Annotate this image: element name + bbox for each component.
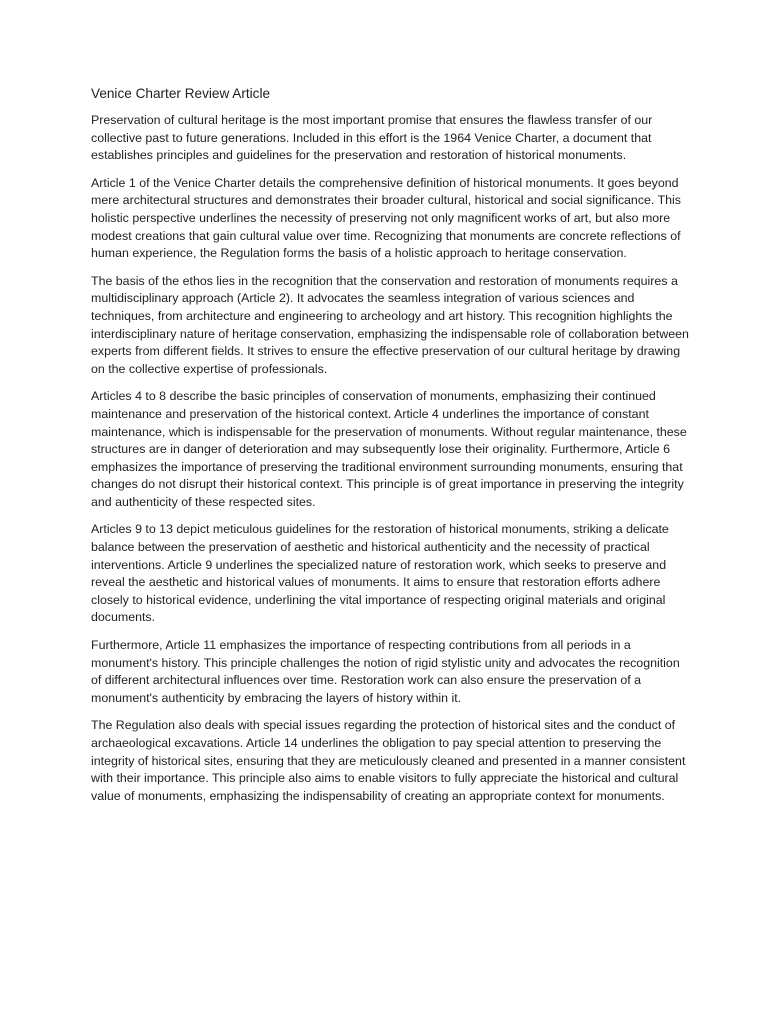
paragraph-article-14: The Regulation also deals with special issues regarding the protection of historical sites and the conduct of archaeological excavations. Article 14 underlines the obligation to pay special attention to preserving the integrity of historical sites, ensuring that they are meticulously cleaned and presented in a manner consistent with their importance. This principle also aims to enable visitors to fully appreciate the historical and cultural value of monuments, emphasizing the indispensability of creating an appropriate context for monuments. (91, 718, 686, 803)
paragraph-articles-9-13: Articles 9 to 13 depict meticulous guidelines for the restoration of historical monuments, striking a delicate balance between the preservation of aesthetic and historical authenticity and the necessity of practical interventions. Article 9 underlines the specialized nature of restoration work, which seeks to preserve and reveal the aesthetic and historical values of monuments. It aims to ensure that restoration efforts adhere closely to historical evidence, underlining the vital importance of respecting original materials and original documents. (91, 522, 669, 625)
paragraph-intro: Preservation of cultural heritage is the most important promise that ensures the flawless transfer of our collective past to future generations. Included in this effort is the 1964 Venice Charter, a document that establishes principles and guidelines for the preservation and restoration of historical monuments. (91, 113, 653, 163)
paragraph-article-11: Furthermore, Article 11 emphasizes the importance of respecting contributions from all periods in a monument's history. This principle challenges the notion of rigid stylistic unity and advocates the recognition of different architectural influences over time. Restoration work can also ensure the preservation of a monument's authenticity by embracing the layers of history within it. (91, 638, 680, 705)
paragraph-article-2: The basis of the ethos lies in the recognition that the conservation and restoration of monuments requires a multidisciplinary approach (Article 2). It advocates the seamless integration of various sciences and techniques, from architecture and engineering to archeology and art history. This recognition highlights the interdisciplinary nature of heritage conservation, emphasizing the indispensable role of collaboration between experts from different fields. It strives to ensure the effective preservation of our cultural heritage by drawing on the collective expertise of professionals. (91, 273, 689, 376)
document-body (91, 85, 691, 815)
document-title: Venice Charter Review Article (91, 86, 271, 101)
paragraph-articles-4-8: Articles 4 to 8 describe the basic principles of conservation of monuments, emphasizing their continued maintenance and preservation of the historical context. Article 4 underlines the importance of constant maintenance, which is indispensable for the preservation of monuments. Without regular maintenance, these structures are in danger of deterioration and may subsequently lose their originality. Furthermore, Article 6 emphasizes the importance of preserving the traditional environment surrounding monuments, ensuring that changes do not disrupt their historical context. This principle is of great importance in preserving the integrity and authenticity of these respected sites. (91, 389, 687, 509)
paragraph-article-1: Article 1 of the Venice Charter details the comprehensive definition of historical monuments. It goes beyond mere architectural structures and demonstrates their broader cultural, historical and social significance. This holistic perspective underlines the necessity of preserving not only magnificent works of art, but also more modest creations that gain cultural value over time. Recognizing that monuments are concrete reflections of human experience, the Regulation forms the basis of a holistic approach to heritage conservation. (91, 175, 681, 261)
